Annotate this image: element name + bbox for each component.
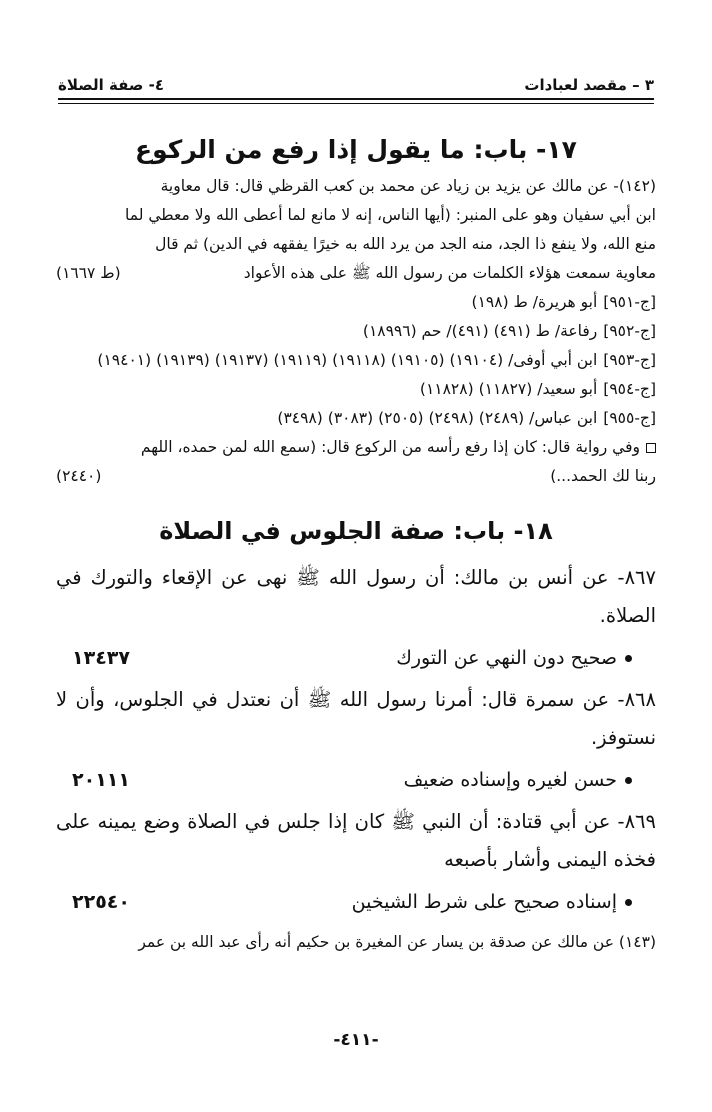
grade-869 [56,883,656,921]
hadith-142-ref: (ط ١٦٦٧) [56,264,121,282]
cross-ref-row [56,375,656,404]
page-content [56,128,656,957]
bullet-icon [625,655,632,662]
grade-867 [56,639,656,677]
variant-note-line-2: ربنا لك الحمد...) [550,467,656,485]
variant-note-line-1: وفي رواية قال: كان إذا رفع رأسه من الركوع قال: (سمع الله لمن حمده، اللهم [140,438,640,456]
grade-text: إسناده صحيح على شرط الشيخين [351,891,617,913]
cross-ref-key: [ج-٩٥١] [603,293,656,311]
hadith-142-last-line [56,259,656,288]
cross-ref-value: أبو هريرة/ ط (١٩٨) [471,293,598,311]
grade-text: صحيح دون النهي عن التورك [396,647,617,669]
hadith-868: ٨٦٨- عن سمرة قال: أمرنا رسول الله ﷺ أن نعتدل في الجلوس، وأن لا نستوفز. [56,688,656,749]
cross-ref-value: رفاعة/ ط (٤٩١) (٤٩١)/ حم (١٨٩٩٦) [362,322,598,340]
cross-ref-row [56,404,656,433]
square-bullet-icon [646,443,656,453]
section-17-body [56,172,656,491]
cross-ref-key: [ج-٩٥٥] [603,409,656,427]
hadith-143: (١٤٣) عن مالك عن صدقة بن يسار عن المغيرة بن حكيم أنه رأى عبد الله بن عمر [138,933,656,951]
variant-note [56,433,656,462]
cross-ref-key: [ج-٩٥٤] [603,380,656,398]
grade-868 [56,761,656,799]
section-17-heading: ١٧- باب: ما يقول إذا رفع من الركوع [135,135,577,164]
grade-text: حسن لغيره وإسناده ضعيف [403,769,617,791]
hadith-142-last-text: معاوية سمعت هؤلاء الكلمات من رسول الله ﷺ على هذه الأعواد [243,264,656,282]
hadith-867: ٨٦٧- عن أنس بن مالك: أن رسول الله ﷺ نهى عن الإقعاء والتورك في الصلاة. [56,566,656,627]
cross-ref-key: [ج-٩٥٣] [603,351,656,369]
cross-ref-row [56,288,656,317]
header-part-title: ٣ – مقصد لعبادات [524,76,654,94]
hadith-142-line: منع الله، ولا ينفع ذا الجد، منه الجد من يرد الله به خيرًا يفقهه في الدين) ثم قال [155,235,656,253]
section-18-heading: ١٨- باب: صفة الجلوس في الصلاة [159,517,553,545]
cross-ref-row [56,346,656,375]
hadith-869: ٨٦٩- عن أبي قتادة: أن النبي ﷺ كان إذا جلس في الصلاة وضع يمينه على فخذه اليمنى وأشار بأصبعه [56,810,656,871]
hadith-142-line: ابن أبي سفيان وهو على المنبر: (أيها الناس، إنه لا مانع لما أعطى الله ولا معطي لما [125,206,656,224]
cross-ref-value: ابن أبي أوفى/ (١٩١٠٤) (١٩١٠٥) (١٩١١٨) (١٩١١٩) (١٩١٣٧) (١٩١٣٩) (١٩٤٠١) [97,351,598,369]
grade-number: ٢٠١١١ [72,769,130,791]
hadith-142-line: (١٤٢)- عن مالك عن يزيد بن زياد عن محمد بن كعب القرظي قال: قال معاوية [160,177,656,195]
running-header [58,66,654,100]
variant-note-ref: (٢٤٤٠) [56,467,102,485]
section-18-body [56,559,656,921]
header-chapter-title: ٤- صفة الصلاة [58,76,165,94]
page-number: -٤١١- [333,1030,379,1050]
grade-number: ١٣٤٣٧ [72,647,130,669]
variant-note-last-line [56,462,656,491]
cross-ref-value: ابن عباس/ (٢٤٨٩) (٢٤٩٨) (٢٥٠٥) (٣٠٨٣) (٣٤٩٨) [277,409,598,427]
cross-ref-value: أبو سعيد/ (١١٨٢٧) (١١٨٢٨) [419,380,598,398]
cross-ref-row [56,317,656,346]
grade-number: ٢٢٥٤٠ [72,891,130,913]
bullet-icon [625,899,632,906]
cross-ref-key: [ج-٩٥٢] [603,322,656,340]
bullet-icon [625,777,632,784]
